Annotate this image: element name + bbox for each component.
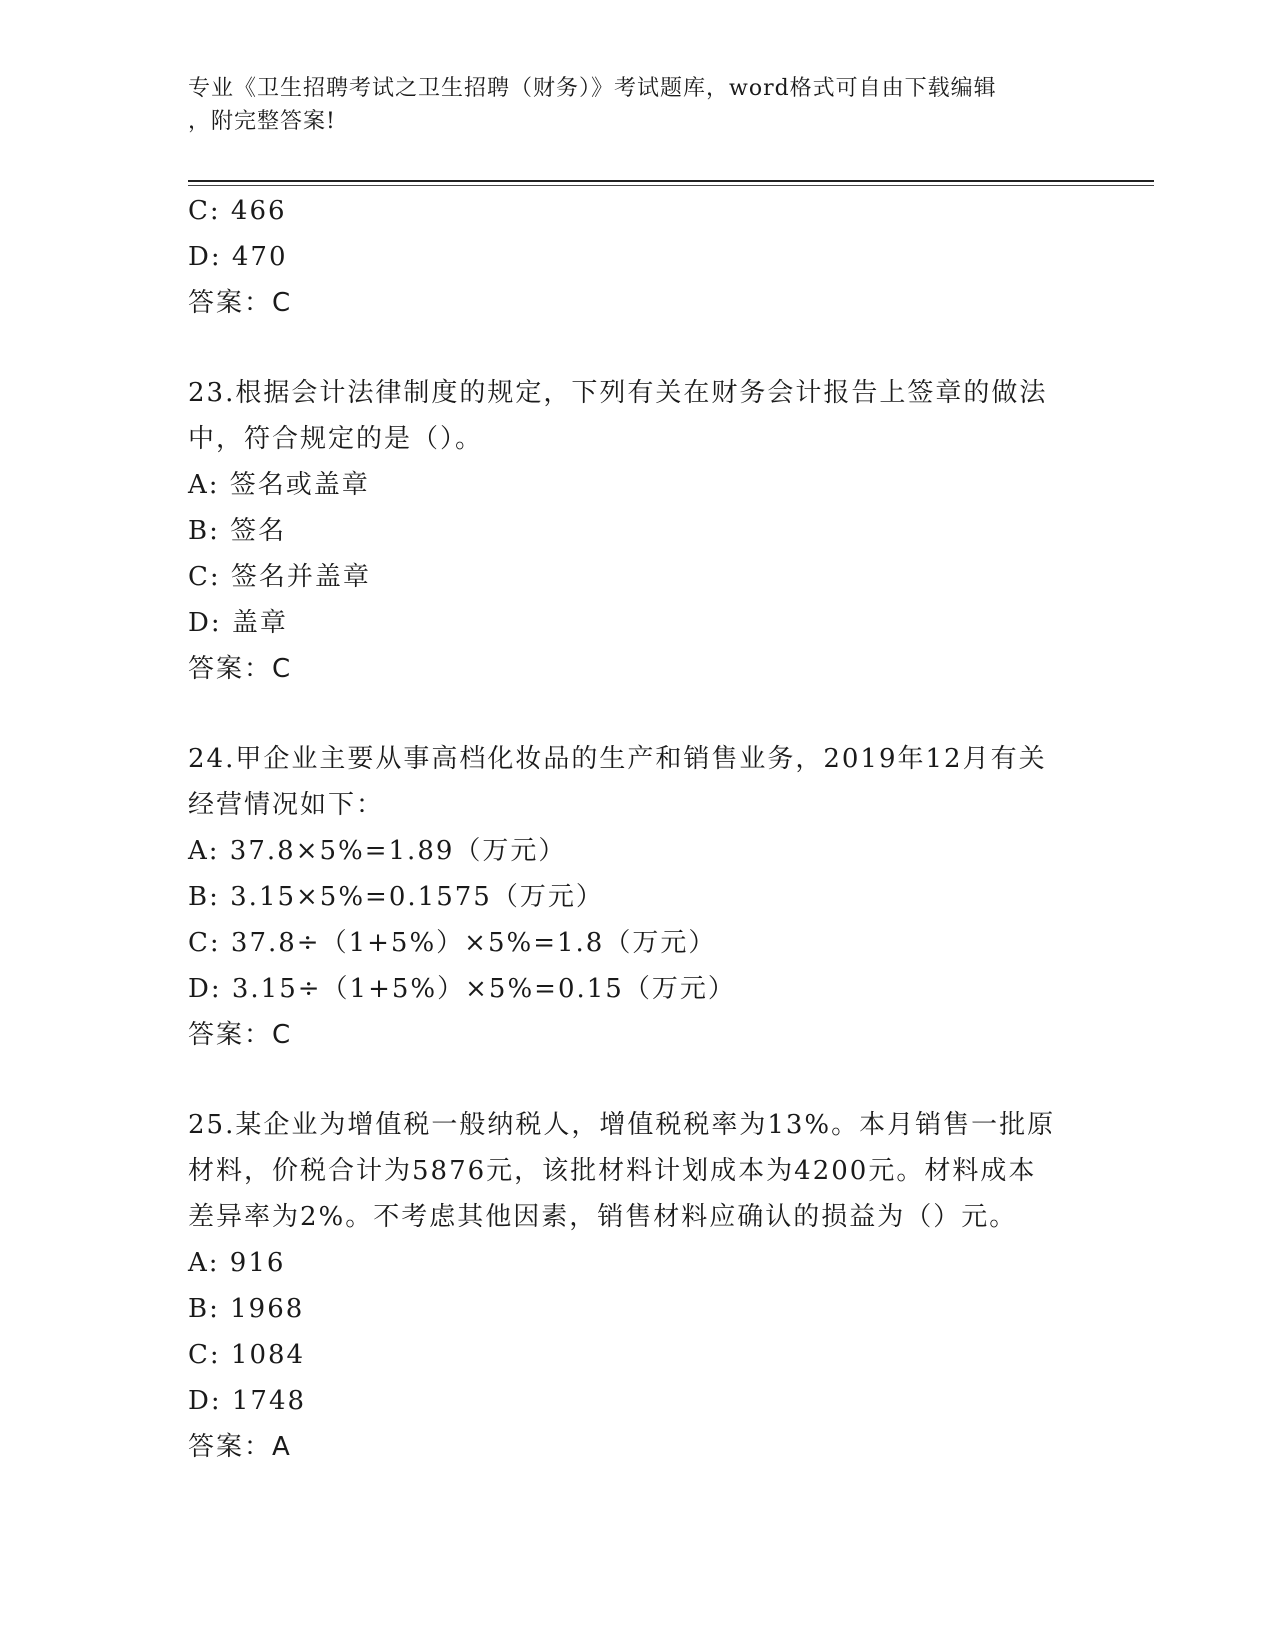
question-25 (188, 1102, 1068, 1470)
question-stem-line: 经营情况如下： (188, 790, 385, 820)
option-a: A: 916 (188, 1248, 286, 1278)
previous-question-tail (188, 188, 1088, 326)
answer-line: 答案：C (188, 654, 293, 684)
question-stem-line: 材料，价税合计为5876元，该批材料计划成本为4200元。材料成本 (188, 1156, 1037, 1186)
question-23 (188, 370, 1068, 692)
question-24 (188, 736, 1068, 1058)
question-content (188, 188, 1088, 1470)
question-stem-line: 中，符合规定的是（）。 (188, 424, 484, 454)
question-stem-line: 25.某企业为增值税一般纳税人，增值税税率为13%。本月销售一批原 (188, 1110, 1056, 1140)
spacer (188, 326, 1088, 370)
spacer (188, 692, 1088, 736)
option-c: C: 1084 (188, 1340, 306, 1370)
header-divider-thin (188, 185, 1154, 186)
option-c: C: 37.8÷（1+5%）×5%=1.8（万元） (188, 928, 717, 958)
question-stem-line: 24.甲企业主要从事高档化妆品的生产和销售业务，2019年12月有关 (188, 744, 1047, 774)
option-a: A: 签名或盖章 (188, 470, 370, 500)
option-b: B: 签名 (188, 516, 287, 546)
option-a: A: 37.8×5%=1.89（万元） (188, 836, 567, 866)
option-c: C: 466 (188, 196, 287, 226)
option-d: D: 470 (188, 242, 288, 272)
document-header (188, 72, 1068, 138)
question-stem-line: 23.根据会计法律制度的规定，下列有关在财务会计报告上签章的做法 (188, 378, 1048, 408)
option-b: B: 3.15×5%=0.1575（万元） (188, 882, 604, 912)
answer-line: 答案：C (188, 288, 293, 318)
option-c: C: 签名并盖章 (188, 562, 371, 592)
spacer (188, 1058, 1088, 1102)
header-divider-thick (188, 180, 1154, 182)
option-d: D: 1748 (188, 1386, 307, 1416)
option-b: B: 1968 (188, 1294, 305, 1324)
question-stem-line: 差异率为2%。不考虑其他因素，销售材料应确认的损益为（）元。 (188, 1202, 1018, 1232)
answer-line: 答案：A (188, 1432, 292, 1462)
answer-line: 答案：C (188, 1020, 293, 1050)
option-d: D: 盖章 (188, 608, 288, 638)
header-line-2: ，附完整答案! (188, 109, 336, 134)
header-line-1: 专业《卫生招聘考试之卫生招聘（财务）》考试题库，word格式可自由下载编辑 (188, 76, 997, 101)
option-d: D: 3.15÷（1+5%）×5%=0.15（万元） (188, 974, 736, 1004)
